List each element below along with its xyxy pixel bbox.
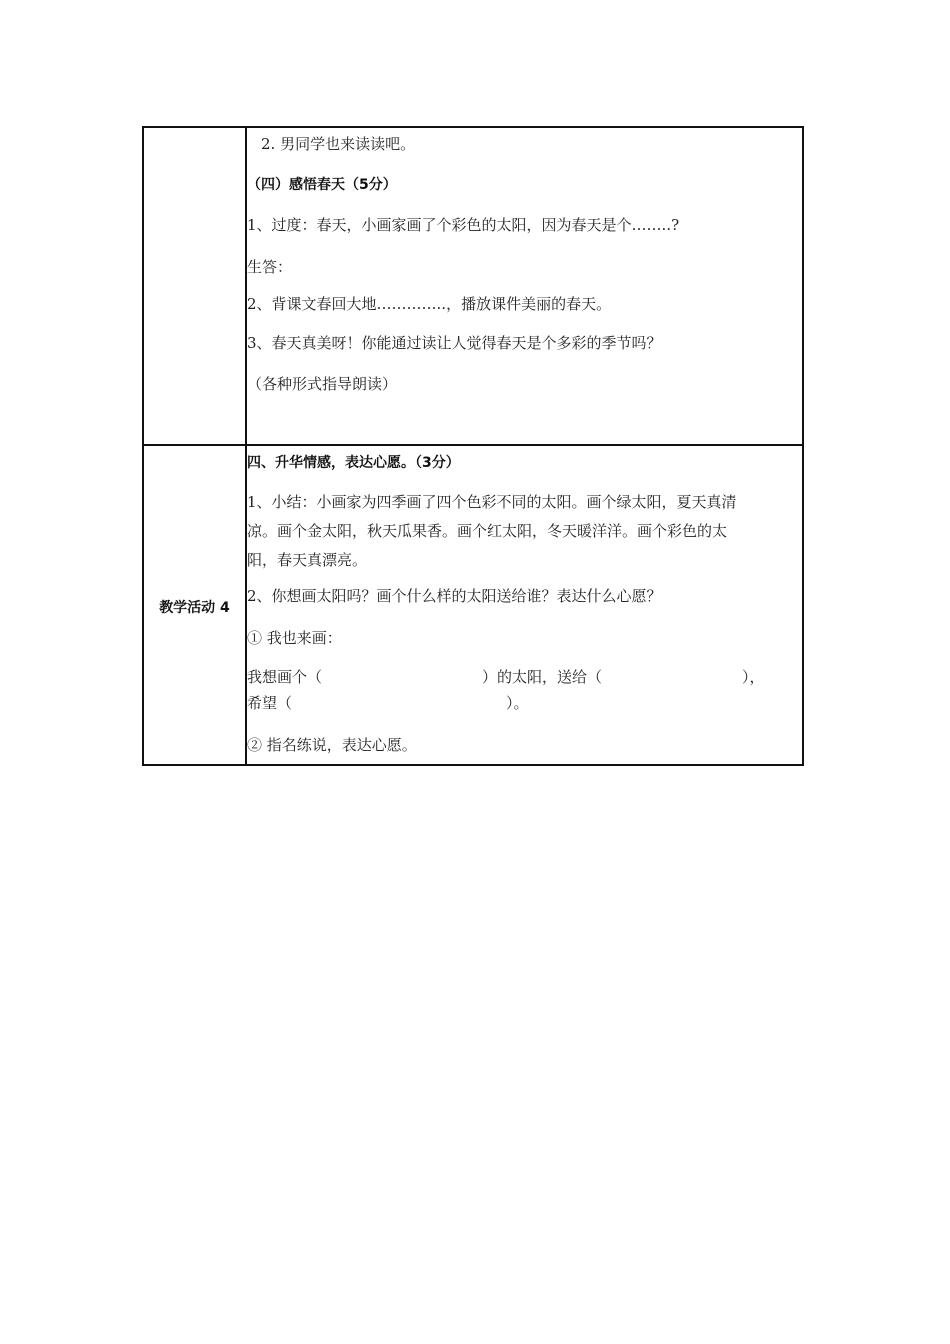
content-line: 生答： [247, 258, 293, 276]
content-line: 2、你想画太阳吗？画个什么样的太阳送给谁？表达什么心愿？ [247, 587, 662, 605]
lesson-plan-table [142, 126, 804, 766]
table-row [144, 128, 802, 446]
fill-in-line [247, 693, 790, 713]
content-line: ① 我也来画： [247, 629, 342, 647]
fill-text: ）的太阳，送给（ [482, 668, 603, 686]
content-line: 1、小结：小画家为四季画了四个色彩不同的太阳。画个绿太阳，夏天真清 [247, 493, 737, 511]
fill-text: 希望（ [247, 694, 293, 712]
activity-label: 教学活动 4 [159, 600, 230, 616]
fill-text: ）。 [506, 694, 529, 712]
activity-content-cell [247, 128, 802, 444]
content-line: 3、春天真美呀！你能通过读让人觉得春天是个多彩的季节吗？ [247, 334, 662, 352]
content-line: 阳，春天真漂亮。 [247, 551, 368, 569]
fill-text: ）， [742, 668, 765, 686]
activity-content-cell [247, 446, 802, 766]
content-line: ② 指名练说，表达心愿。 [247, 736, 417, 754]
activity-label-cell [144, 128, 247, 444]
activity-label-cell [144, 446, 247, 766]
fill-text: 我想画个（ [247, 668, 323, 686]
section-heading: 四、升华情感，表达心愿。（3分） [247, 455, 460, 471]
content-line: 2、背课文春回大地…………..，播放课件美丽的春天。 [247, 295, 612, 313]
content-line: 2. 男同学也来读读吧。 [261, 135, 416, 153]
content-line: （各种形式指导朗读） [247, 375, 398, 393]
section-heading: （四）感悟春天（5分） [247, 177, 397, 193]
content-line: 1、过度：春天，小画家画了个彩色的太阳，因为春天是个……..? [247, 216, 680, 234]
table-row [144, 446, 802, 766]
content-line: 凉。画个金太阳，秋天瓜果香。画个红太阳，冬天暖洋洋。画个彩色的太 [247, 522, 728, 540]
fill-in-line [247, 667, 790, 687]
